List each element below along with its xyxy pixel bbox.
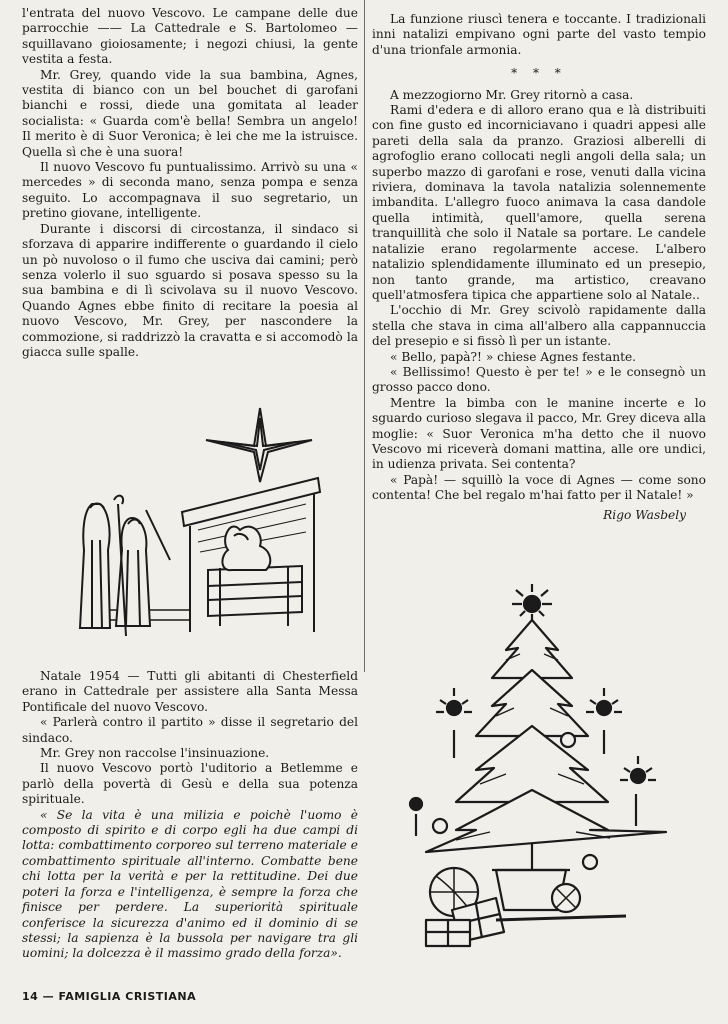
paragraph: Mr. Grey non raccolse l'insinuazione. — [40, 746, 270, 761]
paragraph: A mezzogiorno Mr. Grey ritornò a casa. — [390, 87, 634, 102]
nativity-illustration — [70, 400, 330, 640]
paragraph: Durante i discorsi di circostanza, il sindaco si sforzava di apparire indifferente o guardando il cielo un pò nuvoloso o il fumo che usciva dai camini; però senza volerlo il suo sguardo si posava spesso su la sua bambina e di lì scivolava su il nuovo Vescovo. Quando Agnes ebbe finito di recitare la poesia al nuovo Vescovo, Mr. Grey, per nascondere la commozione, si raddrizzò la cravatta e si accomodò la giacca sulle spalle. — [22, 221, 358, 359]
ornament-icon — [583, 855, 597, 869]
paragraph: « Parlerà contro il partito » disse il segretario del sindaco. — [22, 715, 358, 745]
shepherd-figure — [80, 504, 110, 628]
sermon-quote — [22, 808, 358, 962]
paragraph: Il nuovo Vescovo fu puntualissimo. Arrivò su una « mercedes » di seconda mano, senza pompa e senza seguito. Lo accompagnava il suo segretario, un pretino giovane, intelligente. — [22, 160, 358, 221]
paragraph: Mentre la bimba con le manine incerte e lo sguardo curioso slegava il pacco, Mr. Grey diceva alla moglie: « Suor Veronica m'ha detto che il nuovo Vescovo mi riceverà domani mattina, alle ore undici, in udienza privata. Sei contenta? — [372, 395, 706, 472]
paragraph: « Bellissimo! Questo è per te! » e le consegnò un grosso pacco dono. — [372, 364, 706, 395]
candle-icon — [410, 798, 422, 836]
paragraph: Il nuovo Vescovo portò l'uditorio a Betlemme e parlò della povertà di Gesù e della sua potenza spirituale. — [22, 761, 358, 807]
right-column — [372, 12, 706, 523]
paragraph: Mr. Grey, quando vide la sua bambina, Agnes, vestita di bianco con un bel bouchet di garofani bianchi e rossi, diede una gomitata al leader socialista: « Guarda com'è bella! Sembra un angelo! Il merito è di Suor Veronica; è lei che me la istruisce. Quella sì che è una suora! — [22, 67, 358, 159]
column-divider — [364, 0, 365, 672]
stable-roof — [182, 478, 320, 526]
paragraph: L'occhio di Mr. Grey scivolò rapidamente dalla stella che stava in cima all'albero alla cappannuccia del presepio e si fissò lì per un istante. — [372, 303, 706, 349]
christmas-tree-illustration — [396, 580, 676, 950]
ornament-icon — [561, 733, 575, 747]
paragraph: Natale 1954 — Tutti gli abitanti di Chesterfield erano in Cattedrale per assistere alla Santa Messa Pontificale del nuovo Vescovo. — [22, 669, 358, 714]
paragraph: La funzione riuscì tenera e toccante. I tradizionali inni natalizi empivano ogni parte del vasto tempio d'una trionfale armonia. — [372, 12, 706, 57]
paragraph: « Bello, papà?! » chiese Agnes festante. — [390, 349, 637, 364]
left-column-top — [22, 6, 358, 360]
paragraph: Rami d'edera e di alloro erano qua e là distribuiti con fine gusto ed incorniciavano i quadri appesi alle pareti della sala da pranzo. Graziosi alberelli di agrofoglio erano collocati negli angoli della sala; un superbo mazzo di garofani e rose, venuti dalla vicina riviera, dominava la tavola natalizia solennemente imbandita. L'allegro fuoco animava la casa dandole quella intimità, quell'amore, quella serena tranquillità che solo il Natale sa portare. Le candele natalizie erano regolarmente accese. L'albero natalizio splendidamente illuminato ed un presepio, non tanto grande, ma artistico, creavano quell'atmosfera tipica che appartiene solo al Natale.. — [372, 103, 706, 302]
left-column-bottom — [22, 669, 358, 962]
quote-paragraph: « Se la vita è una milizia e poichè l'uomo è composto di spirito e di corpo egli ha due campi di lotta: combattimento corporeo sul terreno materiale e combattimento spirituale all'interno. Combatte bene chi lotta per la verità e per la rettitudine. Dei due poteri la forza e l'intelligenza, è sempre la forza che finisce per perdere. La superiorità spirituale conferisce la sicurezza d'animo ed il dominio di se stessi; la sapienza è la bussola per navigare tra gli uomini; la dolcezza è il massimo grado della forza». — [22, 807, 358, 961]
candle-icon — [436, 688, 472, 758]
section-separator: * * * — [511, 66, 567, 81]
paragraph: « Papà! — squillò la voce di Agnes — come sono contenta! Che bel regalo m'hai fatto per il Natale! » — [372, 472, 706, 503]
paragraph: l'entrata del nuovo Vescovo. Le campane delle due parrocchie —— La Cattedrale e S. Bartolomeo — squillavano gioiosamente; i negozi chiusi, la gente vestita a festa. — [22, 6, 358, 67]
shepherd-figure — [116, 518, 150, 626]
mary-figure — [222, 527, 270, 571]
candle-icon — [586, 688, 622, 754]
tree-star-icon — [512, 584, 552, 616]
author-signature: Rigo Wasbely — [603, 507, 686, 522]
candle-icon — [620, 756, 656, 826]
page-footer: 14 — FAMIGLIA CRISTIANA — [22, 990, 197, 1003]
ornament-icon — [433, 819, 447, 833]
